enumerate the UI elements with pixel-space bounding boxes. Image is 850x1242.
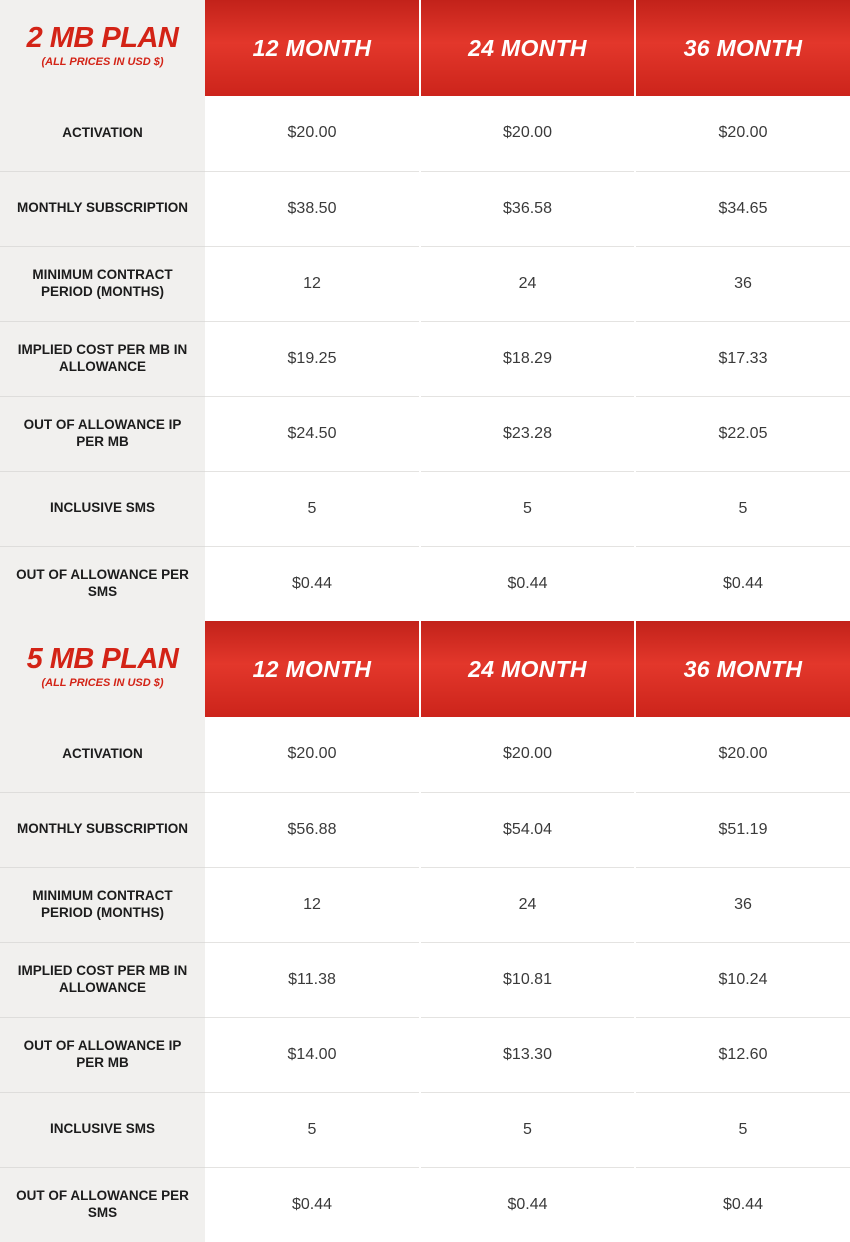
row-label-out-of-allowance-per-sms: OUT OF ALLOWANCE PER SMS (0, 1167, 205, 1242)
cell-out-of-allowance-ip-per-mb-12: $24.50 (205, 396, 420, 471)
cell-minimum-contract-period-24: 24 (420, 246, 635, 321)
cell-inclusive-sms-24: 5 (420, 1092, 635, 1167)
cell-out-of-allowance-per-sms-24: $0.44 (420, 546, 635, 621)
cell-out-of-allowance-ip-per-mb-24: $13.30 (420, 1017, 635, 1092)
cell-inclusive-sms-36: 5 (635, 1092, 850, 1167)
table-row (0, 792, 850, 867)
row-label-monthly-subscription: MONTHLY SUBSCRIPTION (0, 171, 205, 246)
cell-out-of-allowance-ip-per-mb-12: $14.00 (205, 1017, 420, 1092)
plan-subtitle: (ALL PRICES IN USD $) (41, 56, 164, 68)
table-header-row (0, 621, 850, 717)
row-label-out-of-allowance-per-sms: OUT OF ALLOWANCE PER SMS (0, 546, 205, 621)
cell-activation-24: $20.00 (420, 717, 635, 792)
column-header-36-month: 36 MONTH (635, 621, 850, 717)
row-label-activation: ACTIVATION (0, 717, 205, 792)
row-label-out-of-allowance-ip-per-mb: OUT OF ALLOWANCE IP PER MB (0, 1017, 205, 1092)
table-row (0, 1167, 850, 1242)
cell-out-of-allowance-ip-per-mb-24: $23.28 (420, 396, 635, 471)
plan-title-cell (0, 0, 205, 96)
plan-title-cell (0, 621, 205, 717)
table-header-row (0, 0, 850, 96)
cell-out-of-allowance-per-sms-12: $0.44 (205, 1167, 420, 1242)
row-label-implied-cost-per-mb: IMPLIED COST PER MB IN ALLOWANCE (0, 321, 205, 396)
table-row (0, 546, 850, 621)
row-label-minimum-contract-period: MINIMUM CONTRACT PERIOD (MONTHS) (0, 867, 205, 942)
cell-monthly-subscription-36: $34.65 (635, 171, 850, 246)
row-label-inclusive-sms: INCLUSIVE SMS (0, 1092, 205, 1167)
cell-monthly-subscription-12: $56.88 (205, 792, 420, 867)
table-row (0, 96, 850, 171)
column-header-12-month: 12 MONTH (205, 621, 420, 717)
cell-out-of-allowance-per-sms-12: $0.44 (205, 546, 420, 621)
cell-activation-36: $20.00 (635, 717, 850, 792)
plan-title: 5 MB PLAN (26, 643, 179, 675)
table-row (0, 942, 850, 1017)
table-row (0, 1092, 850, 1167)
cell-out-of-allowance-per-sms-36: $0.44 (722, 574, 764, 592)
row-label-out-of-allowance-ip-per-mb: OUT OF ALLOWANCE IP PER MB (0, 396, 205, 471)
cell-out-of-allowance-per-sms-24: $0.44 (420, 1167, 635, 1242)
row-label-inclusive-sms: INCLUSIVE SMS (0, 471, 205, 546)
pricing-table-5mb (0, 621, 850, 1242)
cell-inclusive-sms-12: 5 (205, 1092, 420, 1167)
table-row (0, 171, 850, 246)
cell-implied-cost-per-mb-36: $10.24 (635, 942, 850, 1017)
cell-activation-12: $20.00 (205, 717, 420, 792)
cell-minimum-contract-period-36: 36 (635, 246, 850, 321)
plan-title: 2 MB PLAN (26, 22, 179, 54)
cell-out-of-allowance-per-sms-36: $0.44 (722, 1195, 764, 1213)
table-row (0, 321, 850, 396)
cell-implied-cost-per-mb-24: $10.81 (420, 942, 635, 1017)
cell-minimum-contract-period-12: 12 (205, 246, 420, 321)
table-row (0, 717, 850, 792)
cell-implied-cost-per-mb-12: $11.38 (205, 942, 420, 1017)
cell-minimum-contract-period-12: 12 (205, 867, 420, 942)
cell-out-of-allowance-ip-per-mb-36: $12.60 (635, 1017, 850, 1092)
cell-monthly-subscription-36: $51.19 (635, 792, 850, 867)
table-row (0, 471, 850, 546)
row-label-minimum-contract-period: MINIMUM CONTRACT PERIOD (MONTHS) (0, 246, 205, 321)
column-header-36-month: 36 MONTH (635, 0, 850, 96)
row-label-activation: ACTIVATION (0, 96, 205, 171)
column-header-24-month: 24 MONTH (420, 621, 635, 717)
cell-implied-cost-per-mb-12: $19.25 (205, 321, 420, 396)
row-label-implied-cost-per-mb: IMPLIED COST PER MB IN ALLOWANCE (0, 942, 205, 1017)
cell-inclusive-sms-24: 5 (420, 471, 635, 546)
cell-activation-12: $20.00 (205, 96, 420, 171)
column-header-12-month: 12 MONTH (205, 0, 420, 96)
cell-implied-cost-per-mb-24: $18.29 (420, 321, 635, 396)
table-row (0, 396, 850, 471)
cell-inclusive-sms-36: 5 (635, 471, 850, 546)
table-row (0, 246, 850, 321)
cell-activation-36: $20.00 (635, 96, 850, 171)
cell-monthly-subscription-24: $54.04 (420, 792, 635, 867)
cell-minimum-contract-period-24: 24 (420, 867, 635, 942)
cell-out-of-allowance-ip-per-mb-36: $22.05 (635, 396, 850, 471)
cell-monthly-subscription-24: $36.58 (420, 171, 635, 246)
column-header-24-month: 24 MONTH (420, 0, 635, 96)
cell-implied-cost-per-mb-36: $17.33 (635, 321, 850, 396)
row-label-monthly-subscription: MONTHLY SUBSCRIPTION (0, 792, 205, 867)
cell-minimum-contract-period-36: 36 (635, 867, 850, 942)
cell-activation-24: $20.00 (420, 96, 635, 171)
cell-monthly-subscription-12: $38.50 (205, 171, 420, 246)
cell-inclusive-sms-12: 5 (205, 471, 420, 546)
table-row (0, 867, 850, 942)
plan-subtitle: (ALL PRICES IN USD $) (41, 677, 164, 689)
table-row (0, 1017, 850, 1092)
